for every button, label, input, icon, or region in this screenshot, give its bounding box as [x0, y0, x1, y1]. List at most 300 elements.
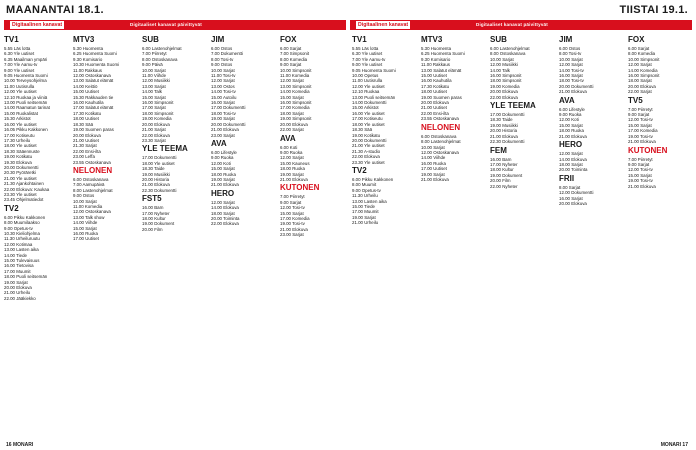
program-listing: 19.00 Sarjat	[211, 116, 235, 122]
channel-heading: JIM	[559, 35, 573, 44]
program-listing: 21.00 Elokuva	[559, 133, 587, 139]
program-listing: 22.30 Dokumentti	[142, 187, 177, 193]
program-listing: 12.00 Tosi-tv	[628, 167, 653, 173]
program-listing: 10.00 Sarjat	[421, 144, 445, 150]
program-listing: 18.00 Ruoka	[559, 128, 584, 134]
program-listing: 18.00 Simpsonit	[490, 78, 522, 84]
program-listing: 17.00 Dokumentti	[211, 105, 246, 111]
program-listing: 22.00 Elokuva	[211, 221, 239, 227]
program-listing: 6.00 Sarjat	[628, 46, 650, 51]
program-listing: 10.00 Simpsonit	[628, 56, 660, 62]
program-listing: 17.00 Kotiseutu	[352, 116, 383, 122]
program-listing: 19.00 Sarjat	[211, 176, 235, 182]
program-listing: 15.00 Sarjat	[73, 225, 97, 231]
program-listing: 18.00 Simpsonit	[142, 110, 174, 116]
program-listing: 7.00 Piirretyt	[628, 156, 653, 162]
program-listing: 22.00 Elokuva	[142, 132, 170, 138]
program-listing: 16.00 Simpsonit	[280, 100, 312, 106]
program-listing: 9.00 Opetus-tv	[352, 187, 381, 193]
channel-heading: TV5	[628, 95, 643, 105]
right-page-columns	[352, 34, 692, 436]
channel-heading: FEM	[490, 145, 507, 155]
program-listing: 16.00 Kauhutila	[421, 78, 452, 84]
program-listing: 17.00 Uutiset	[421, 166, 447, 172]
program-listing: 12.00 Koti	[211, 160, 231, 166]
program-listing: 19.00 Kotikatu	[352, 132, 381, 138]
program-listing: 17.30 Kotikatu	[73, 110, 102, 116]
program-listing: 23.30 Yle uutiset	[352, 159, 385, 165]
program-listing: 18.00 Sarjat	[211, 210, 235, 216]
program-listing: 12.00 Yle uutiset	[352, 83, 385, 89]
program-listing: 16.00 Yle uutiset	[352, 110, 385, 116]
program-listing: 14.00 Tosi-tv	[559, 67, 584, 73]
program-listing: 16.00 Simpsonit	[628, 73, 660, 79]
program-listing: 23.30 Yle uutiset	[4, 191, 37, 197]
program-listing: 20.00 Dokumentti	[559, 83, 594, 89]
right-band-note: Digitaaliset kanavat päivittyvät	[476, 22, 548, 27]
program-listing: 17.30 Urheilu	[4, 137, 31, 143]
program-listing: 22.00 Sarjat	[280, 127, 304, 133]
program-listing: 23.00 Sarjat	[280, 232, 304, 238]
channel-heading: HERO	[559, 140, 583, 150]
program-listing: 15.00 Ruokalistat	[4, 110, 38, 116]
program-listing: 15.00 Sarjat	[142, 94, 166, 100]
program-listing: 15.00 Autoilu	[211, 94, 237, 100]
program-listing: 6.30 Yle uutiset	[4, 51, 35, 57]
program-listing: 20.00 Historia	[490, 128, 518, 134]
program-listing: 9.30 Komisario	[421, 56, 451, 62]
program-listing: 19.00 Suomen paras	[73, 127, 114, 133]
program-listing: 22.00 Elokuva	[490, 94, 518, 100]
program-listing: 19.00 Suomen paras	[421, 94, 462, 100]
channel-heading: FRII	[559, 173, 575, 183]
program-listing: 21.00 Uutiset	[421, 105, 447, 111]
program-listing: 9.00 Ruoka	[559, 112, 582, 118]
program-listing: 20.00 Dokumentti	[211, 121, 246, 127]
left-column-2	[73, 34, 137, 436]
program-listing: 6.00 Pikku Kakkonen	[352, 176, 394, 182]
program-listing: 18.00 Sarjat	[280, 110, 304, 116]
program-listing: 10.30 Kieliohjelma	[4, 231, 40, 236]
program-listing: 7.00 Aamupäivä	[73, 182, 105, 188]
program-listing: 21.00 Elokuva	[280, 226, 308, 232]
channel-heading: NELONEN	[73, 165, 113, 175]
program-listing: 8.00 Muumit	[352, 182, 377, 188]
channel-heading: TV2	[352, 165, 367, 175]
program-listing: 12.10 Ruokaa ja viiniä	[4, 94, 48, 100]
program-listing: 8.00 Muumilaakso	[4, 220, 40, 226]
program-listing: 7.00 Yle Aamu-tv	[4, 62, 38, 68]
program-listing: 12.00 Ostoskanava	[73, 73, 111, 79]
program-listing: 12.00 Sarjat	[559, 151, 583, 157]
channel-heading: YLE TEEMA	[142, 144, 188, 154]
program-listing: 20.00 Film	[142, 226, 163, 232]
left-column-1	[4, 34, 68, 436]
program-listing: 20.00 Dokumentti	[352, 137, 387, 143]
program-listing: 12.00 Musiikki	[142, 78, 170, 84]
program-listing: 14.00 Raamatun tarinat	[4, 105, 50, 111]
channel-heading: FST5	[142, 194, 162, 204]
program-listing: 12.00 Yle uutiset	[4, 89, 37, 95]
program-listing: 6.00 Lastenohjelmat	[490, 46, 530, 51]
program-listing: 6.25 Huomenta Suomi	[421, 51, 465, 57]
program-listing: 10.00 Sarjat	[211, 67, 235, 73]
program-listing: 13.00 Salatut elämät	[73, 78, 114, 84]
program-listing: 18.30 Sääennuste	[4, 148, 40, 154]
program-listing: 15.00 Sarjat	[628, 122, 652, 128]
program-listing: 17.00 Komedia	[280, 215, 310, 221]
program-listing: 6.00 Ostoskanava	[73, 176, 109, 182]
program-listing: 11.00 Uutisrulla	[4, 83, 35, 89]
right-column-5	[628, 34, 692, 436]
program-listing: 9.00 Opetus-tv	[4, 225, 33, 231]
right-footer: MONARI 17	[660, 442, 688, 448]
program-listing: 12.00 Kotimaa	[4, 241, 33, 247]
program-listing: 9.05 Huomenta Suomi	[352, 67, 396, 73]
program-listing: 8.00 Tosi-tv	[559, 51, 582, 57]
program-listing: 21.00 Elokuva	[628, 183, 656, 189]
program-listing: 8.00 Komedia	[280, 56, 308, 62]
program-listing: 15.30 Arkistot	[4, 116, 31, 122]
program-listing: 13.00 Ostos	[211, 83, 235, 89]
program-listing: 9.00 Yle uutiset	[352, 62, 383, 68]
program-listing: 23.30 Sarjat	[142, 137, 166, 143]
program-listing: 9.05 Huomenta Suomi	[4, 73, 48, 79]
program-listing: 17.00 Komedia	[628, 128, 658, 134]
program-listing: 22.00 Sarjat	[628, 89, 652, 95]
channel-heading: TV2	[4, 203, 19, 213]
right-band-label: Digitaalinen kanavat	[358, 22, 409, 28]
program-listing: 20.00 Elokuva	[4, 285, 32, 291]
program-listing: 22.00 Ensi-ilta	[421, 110, 449, 116]
program-listing: 11.30 Urheiluruutu	[4, 236, 40, 242]
program-listing: 13.00 Puoli seitsemän	[352, 94, 396, 100]
program-listing: 20.00 Dokumentti	[4, 164, 39, 170]
program-listing: 17.00 Uutiset	[73, 236, 99, 242]
program-listing: 14.00 Keittiö	[73, 83, 98, 89]
program-listing: 16.05 Pikku Kakkonen	[4, 127, 48, 133]
program-listing: 19.00 Sarjat	[280, 171, 304, 177]
program-listing: 23.00 Leffa	[73, 154, 95, 160]
program-listing: 21.30 A-studio	[352, 148, 381, 154]
program-listing: 10.00 Sarjat	[73, 198, 97, 204]
channel-heading: FOX	[628, 35, 645, 44]
program-listing: 16.00 Ruoka	[421, 160, 446, 166]
program-listing: 19.00 Tosi-tv	[280, 221, 305, 227]
program-listing: 17.00 Muumit	[4, 268, 31, 274]
left-column-4	[211, 34, 275, 436]
program-listing: 18.00 Tosi-tv	[211, 110, 236, 116]
program-listing: 9.00 Ruoka	[211, 155, 234, 161]
program-listing: 21.00 Elokuva	[559, 89, 587, 95]
program-listing: 6.25 Huomenta Suomi	[73, 51, 117, 57]
program-listing: 16.00 Simpsonit	[142, 100, 174, 106]
program-listing: 7.00 Piirretyt	[280, 194, 305, 200]
channel-heading: KUTONEN	[280, 183, 320, 193]
program-listing: 17.00 Sarjat	[142, 105, 166, 111]
program-listing: 18.00 Yle uutiset	[352, 121, 385, 127]
program-listing: 16.00 Barn	[490, 156, 512, 162]
program-listing: 21.00 Yle uutiset	[352, 143, 385, 149]
program-listing: 19.00 Dokument	[490, 172, 523, 178]
program-listing: 8.00 Sarjat	[559, 184, 581, 190]
program-listing: 19.00 Musiikki	[490, 122, 518, 128]
program-listing: 20.00 Elokuva	[559, 200, 587, 206]
program-listing: 15.00 Sarjat	[280, 210, 304, 216]
left-column-5	[280, 34, 344, 436]
channel-heading: AVA	[280, 133, 296, 143]
program-listing: 12.00 Musiikki	[490, 62, 518, 68]
program-listing: 14.00 Komedia	[628, 67, 658, 73]
program-listing: 9.00 Sarjat	[280, 199, 302, 205]
program-listing: 12.00 Ostoskanava	[421, 149, 459, 155]
program-listing: 20.00 Toiminta	[559, 167, 588, 173]
program-listing: 12.00 Dokumentti	[559, 190, 594, 196]
program-listing: 7.00 Piirretyt	[142, 51, 167, 57]
program-listing: 14.00 Talk	[490, 67, 510, 73]
program-listing: 21.00 Urheilu	[352, 220, 379, 226]
program-listing: 20.00 Elokuva	[490, 89, 518, 95]
program-listing: 16.00 Sarjat	[559, 195, 583, 201]
program-listing: 22.00 Elokuva	[352, 154, 380, 160]
program-listing: 11.00 Rakkaus	[421, 62, 450, 68]
program-listing: 6.00 Koti	[280, 144, 298, 150]
program-listing: 10.00 Sarjat	[142, 67, 166, 73]
program-listing: 13.00 Lasten aika	[4, 247, 39, 253]
channel-heading: JIM	[211, 35, 225, 44]
program-listing: 10.00 Sarjat	[490, 56, 514, 62]
program-listing: 6.00 Ostos	[559, 46, 581, 51]
program-listing: 5.30 Huomenta	[73, 46, 104, 51]
program-listing: 20.00 Elokuva	[142, 121, 170, 127]
program-listing: 12.00 Tosi-tv	[628, 117, 653, 123]
program-listing: 10.00 Sarjat	[559, 56, 583, 62]
program-listing: 18.00 Sarjat	[559, 161, 583, 167]
program-listing: 22.30 Dokumentti	[490, 139, 525, 145]
program-listing: 9.00 Ruoka	[280, 149, 303, 155]
program-listing: 8.00 Ostoskanava	[490, 51, 526, 57]
program-listing: 15.00 Tiede	[352, 203, 375, 209]
program-listing: 20.00 Elokuva	[421, 100, 449, 106]
program-listing: 6.00 Lifestyle	[211, 149, 237, 155]
right-day-title: TIISTAI 19.1.	[619, 4, 688, 16]
program-listing: 11.00 Komedia	[280, 73, 310, 79]
program-listing: 15.00 Tulevaisuus	[4, 258, 40, 264]
program-listing: 15.00 Sarjat	[559, 122, 583, 128]
program-listing: 10.00 Simpsonit	[280, 67, 312, 73]
program-listing: 7.00 Yle Aamu-tv	[352, 56, 386, 62]
program-listing: 13.00 Sarjat	[142, 83, 166, 89]
program-listing: 21.00 Elokuva	[628, 139, 656, 145]
program-listing: 13.00 Lasten aika	[352, 198, 387, 204]
program-listing: 14.00 Tosi-tv	[211, 89, 236, 95]
channel-heading: AVA	[211, 138, 227, 148]
program-listing: 14.00 Komedia	[280, 89, 310, 95]
program-listing: 18.00 Ruoka	[280, 166, 305, 172]
program-listing: 17.00 Nyheter	[490, 161, 518, 167]
program-listing: 14.00 Talk	[142, 89, 162, 95]
program-listing: 15.00 Sarjat	[628, 172, 652, 178]
program-listing: 19.00 Dokument	[142, 221, 175, 227]
program-listing: 9.00 Ostos	[73, 193, 95, 199]
program-listing: 19.00 Komedia	[490, 83, 520, 89]
program-listing: 6.00 Lastenohjelmat	[142, 46, 182, 51]
program-listing: 18.00 Yle uutiset	[142, 160, 175, 166]
program-listing: 20.00 Toiminta	[211, 215, 240, 221]
program-listing: 18.00 Sarjat	[628, 78, 652, 84]
program-listing: 12.00 Ostoskanava	[73, 209, 111, 215]
program-listing: 19.00 Simpsonit	[280, 116, 312, 122]
program-listing: 20.30 Pyöräretki	[4, 170, 36, 176]
program-listing: 19.00 Tosi-tv	[628, 133, 653, 139]
program-listing: 12.10 Ruokaa	[352, 89, 380, 95]
channel-heading: TV1	[4, 35, 19, 44]
program-listing: 21.00 Uutiset	[73, 137, 99, 143]
program-listing: 18.30 Sää	[352, 127, 373, 133]
program-listing: 6.30 Yle uutiset	[352, 51, 383, 57]
program-listing: 15.30 Rakkauden tie	[73, 94, 114, 100]
program-listing: 22.00 Ensi-ilta	[73, 148, 101, 154]
program-listing: 5.55 Läs lotta	[4, 46, 31, 51]
program-listing: 6.00 Pikku Kakkonen	[4, 214, 46, 220]
program-listing: 13.00 Talk show	[73, 214, 105, 220]
channel-heading: YLE TEEMA	[490, 101, 536, 111]
program-listing: 9.00 Päivä	[142, 62, 163, 68]
program-listing: 23.55 Ostoskanava	[73, 159, 111, 165]
program-listing: 17.00 Nyheter	[142, 210, 170, 216]
program-listing: 11.00 Tosi-tv	[211, 73, 236, 79]
program-listing: 12.00 Sarjat	[211, 78, 235, 84]
program-listing: 9.00 Ostos	[211, 62, 233, 68]
program-listing: 17.00 Dokumentti	[142, 155, 177, 161]
program-listing: 7.00 Simpsonit	[280, 51, 310, 57]
program-listing: 18.00 Kultur	[490, 167, 514, 173]
program-listing: 21.00 Sarjat	[142, 127, 166, 133]
channel-heading: KUTONEN	[628, 145, 668, 155]
program-listing: 11.00 Komedia	[73, 203, 103, 209]
program-listing: 8.00 Komedia	[628, 51, 656, 57]
program-listing: 21.00 Elokuva	[421, 176, 449, 182]
program-listing: 6.00 Sarjat	[280, 46, 302, 51]
right-column-1	[352, 34, 416, 436]
program-listing: 9.00 Sarjat	[280, 62, 302, 68]
program-listing: 16.00 Tietovisa	[4, 263, 34, 269]
program-listing: 20.00 Historia	[142, 176, 170, 182]
program-listing: 18.00 Yle uutiset	[4, 143, 37, 149]
program-listing: 21.00 Elokuva	[211, 127, 239, 133]
channel-heading: SUB	[490, 35, 507, 44]
program-listing: 17.00 Kotiseutu	[4, 132, 35, 138]
left-page-columns	[4, 34, 346, 436]
program-listing: 16.00 Ruoka	[73, 231, 98, 236]
channel-heading: SUB	[142, 35, 159, 44]
channel-heading: NELONEN	[421, 122, 461, 132]
program-listing: 18.30 Taide	[142, 166, 165, 172]
program-listing: 11.00 Viihde	[142, 73, 167, 79]
program-listing: 21.00 Elokuva	[280, 176, 308, 182]
program-listing: 18.00 Puoli seitsemän	[4, 274, 48, 280]
channel-heading: MTV3	[73, 35, 95, 44]
program-listing: 19.30 Elokuva	[4, 159, 32, 165]
program-listing: 14.00 Dokumentti	[352, 100, 387, 106]
channel-heading: TV1	[352, 35, 367, 44]
program-listing: 10.00 Terveysohjelma	[4, 78, 47, 84]
program-listing: 15.00 Kauneus	[280, 160, 310, 166]
program-listing: 13.00 Salatut elämät	[421, 67, 462, 73]
program-listing: 6.00 Ostoskanava	[421, 133, 457, 139]
program-listing: 6.35 Maailman ympäri	[4, 56, 48, 62]
program-listing: 14.00 Elokuva	[211, 205, 239, 211]
left-band-note: Digitaaliset kanavat päivittyvät	[130, 22, 202, 27]
right-column-3	[490, 34, 554, 436]
program-listing: 10.00 Opetus	[352, 73, 379, 79]
program-listing: 21.00 Yle uutiset	[4, 175, 37, 181]
program-listing: 16.00 Simpsonit	[490, 73, 522, 79]
program-listing: 12.00 Sarjat	[211, 199, 235, 205]
right-column-2	[421, 34, 485, 436]
channel-heading: AVA	[559, 95, 575, 105]
program-listing: 19.00 Sarjat	[352, 214, 376, 220]
program-listing: 19.00 Sarjat	[4, 279, 28, 285]
program-listing: 15.00 Sarjat	[211, 166, 235, 172]
program-listing: 12.00 Sarjat	[628, 62, 652, 68]
program-listing: 9.30 Komisario	[73, 56, 103, 62]
program-listing: 16.00 Barn	[142, 205, 164, 211]
program-listing: 8.00 Lastenohjelmat	[421, 139, 461, 145]
program-listing: 18.30 Taide	[490, 117, 513, 123]
program-listing: 17.00 Salatut elämät	[73, 105, 114, 111]
program-listing: 19.00 Tosi-tv	[628, 178, 653, 184]
left-band-label: Digitaalinen kanavat	[12, 22, 63, 28]
program-listing: 14.00 Viihde	[73, 220, 98, 226]
program-listing: 21.30 Sarjat	[73, 143, 97, 149]
program-listing: 6.00 Ostos	[211, 46, 233, 51]
program-listing: 20.00 Elokuva	[628, 83, 656, 89]
program-listing: 22.00 Elokuva: Kaukaa	[4, 186, 50, 192]
program-listing: 7.00 Dokumentti	[211, 51, 243, 57]
program-listing: 10.30 Huomenta Suomi	[73, 62, 120, 68]
program-listing: 9.00 Sarjat	[628, 161, 650, 167]
program-listing: 19.00 Komedia	[142, 116, 172, 122]
left-day-title: MAANANTAI 18.1.	[6, 4, 104, 16]
program-listing: 6.00 Lifestyle	[559, 106, 585, 112]
program-listing: 21.00 Elokuva	[211, 182, 239, 188]
program-listing: 17.00 Dokumentti	[490, 112, 525, 118]
program-listing: 19.00 Musiikki	[142, 171, 170, 177]
program-listing: 21.30 Ajankohtainen	[4, 181, 44, 187]
program-listing: 19.00 Sarjat	[421, 171, 445, 177]
right-column-4	[559, 34, 623, 436]
program-listing: 18.30 Sää	[73, 121, 94, 127]
channel-heading: MTV3	[421, 35, 443, 44]
program-listing: 17.30 Kotikatu	[421, 83, 450, 89]
program-listing: 12.00 Sarjat	[559, 62, 583, 68]
program-listing: 22.00 Nyheter	[490, 183, 518, 189]
program-listing: 21.00 Elokuva	[490, 133, 518, 139]
program-listing: 14.00 Viihde	[421, 155, 446, 161]
program-listing: 12.00 Sarjat	[280, 78, 304, 84]
program-listing: 18.00 Tosi-tv	[559, 78, 584, 84]
program-listing: 14.00 Tiede	[4, 252, 27, 258]
program-listing: 16.00 Sarjat	[211, 100, 235, 106]
program-listing: 11.30 Urheilu	[352, 193, 378, 199]
program-listing: 16.00 Kauhutila	[73, 100, 104, 106]
program-listing: 23.55 Ostoskanava	[421, 116, 459, 122]
program-listing: 20.00 Elokuva	[280, 121, 308, 127]
program-listing: 18.00 Uutiset	[421, 89, 447, 95]
program-listing: 15.00 Uutiset	[73, 89, 99, 95]
program-listing: 9.00 Sarjat	[628, 112, 650, 118]
